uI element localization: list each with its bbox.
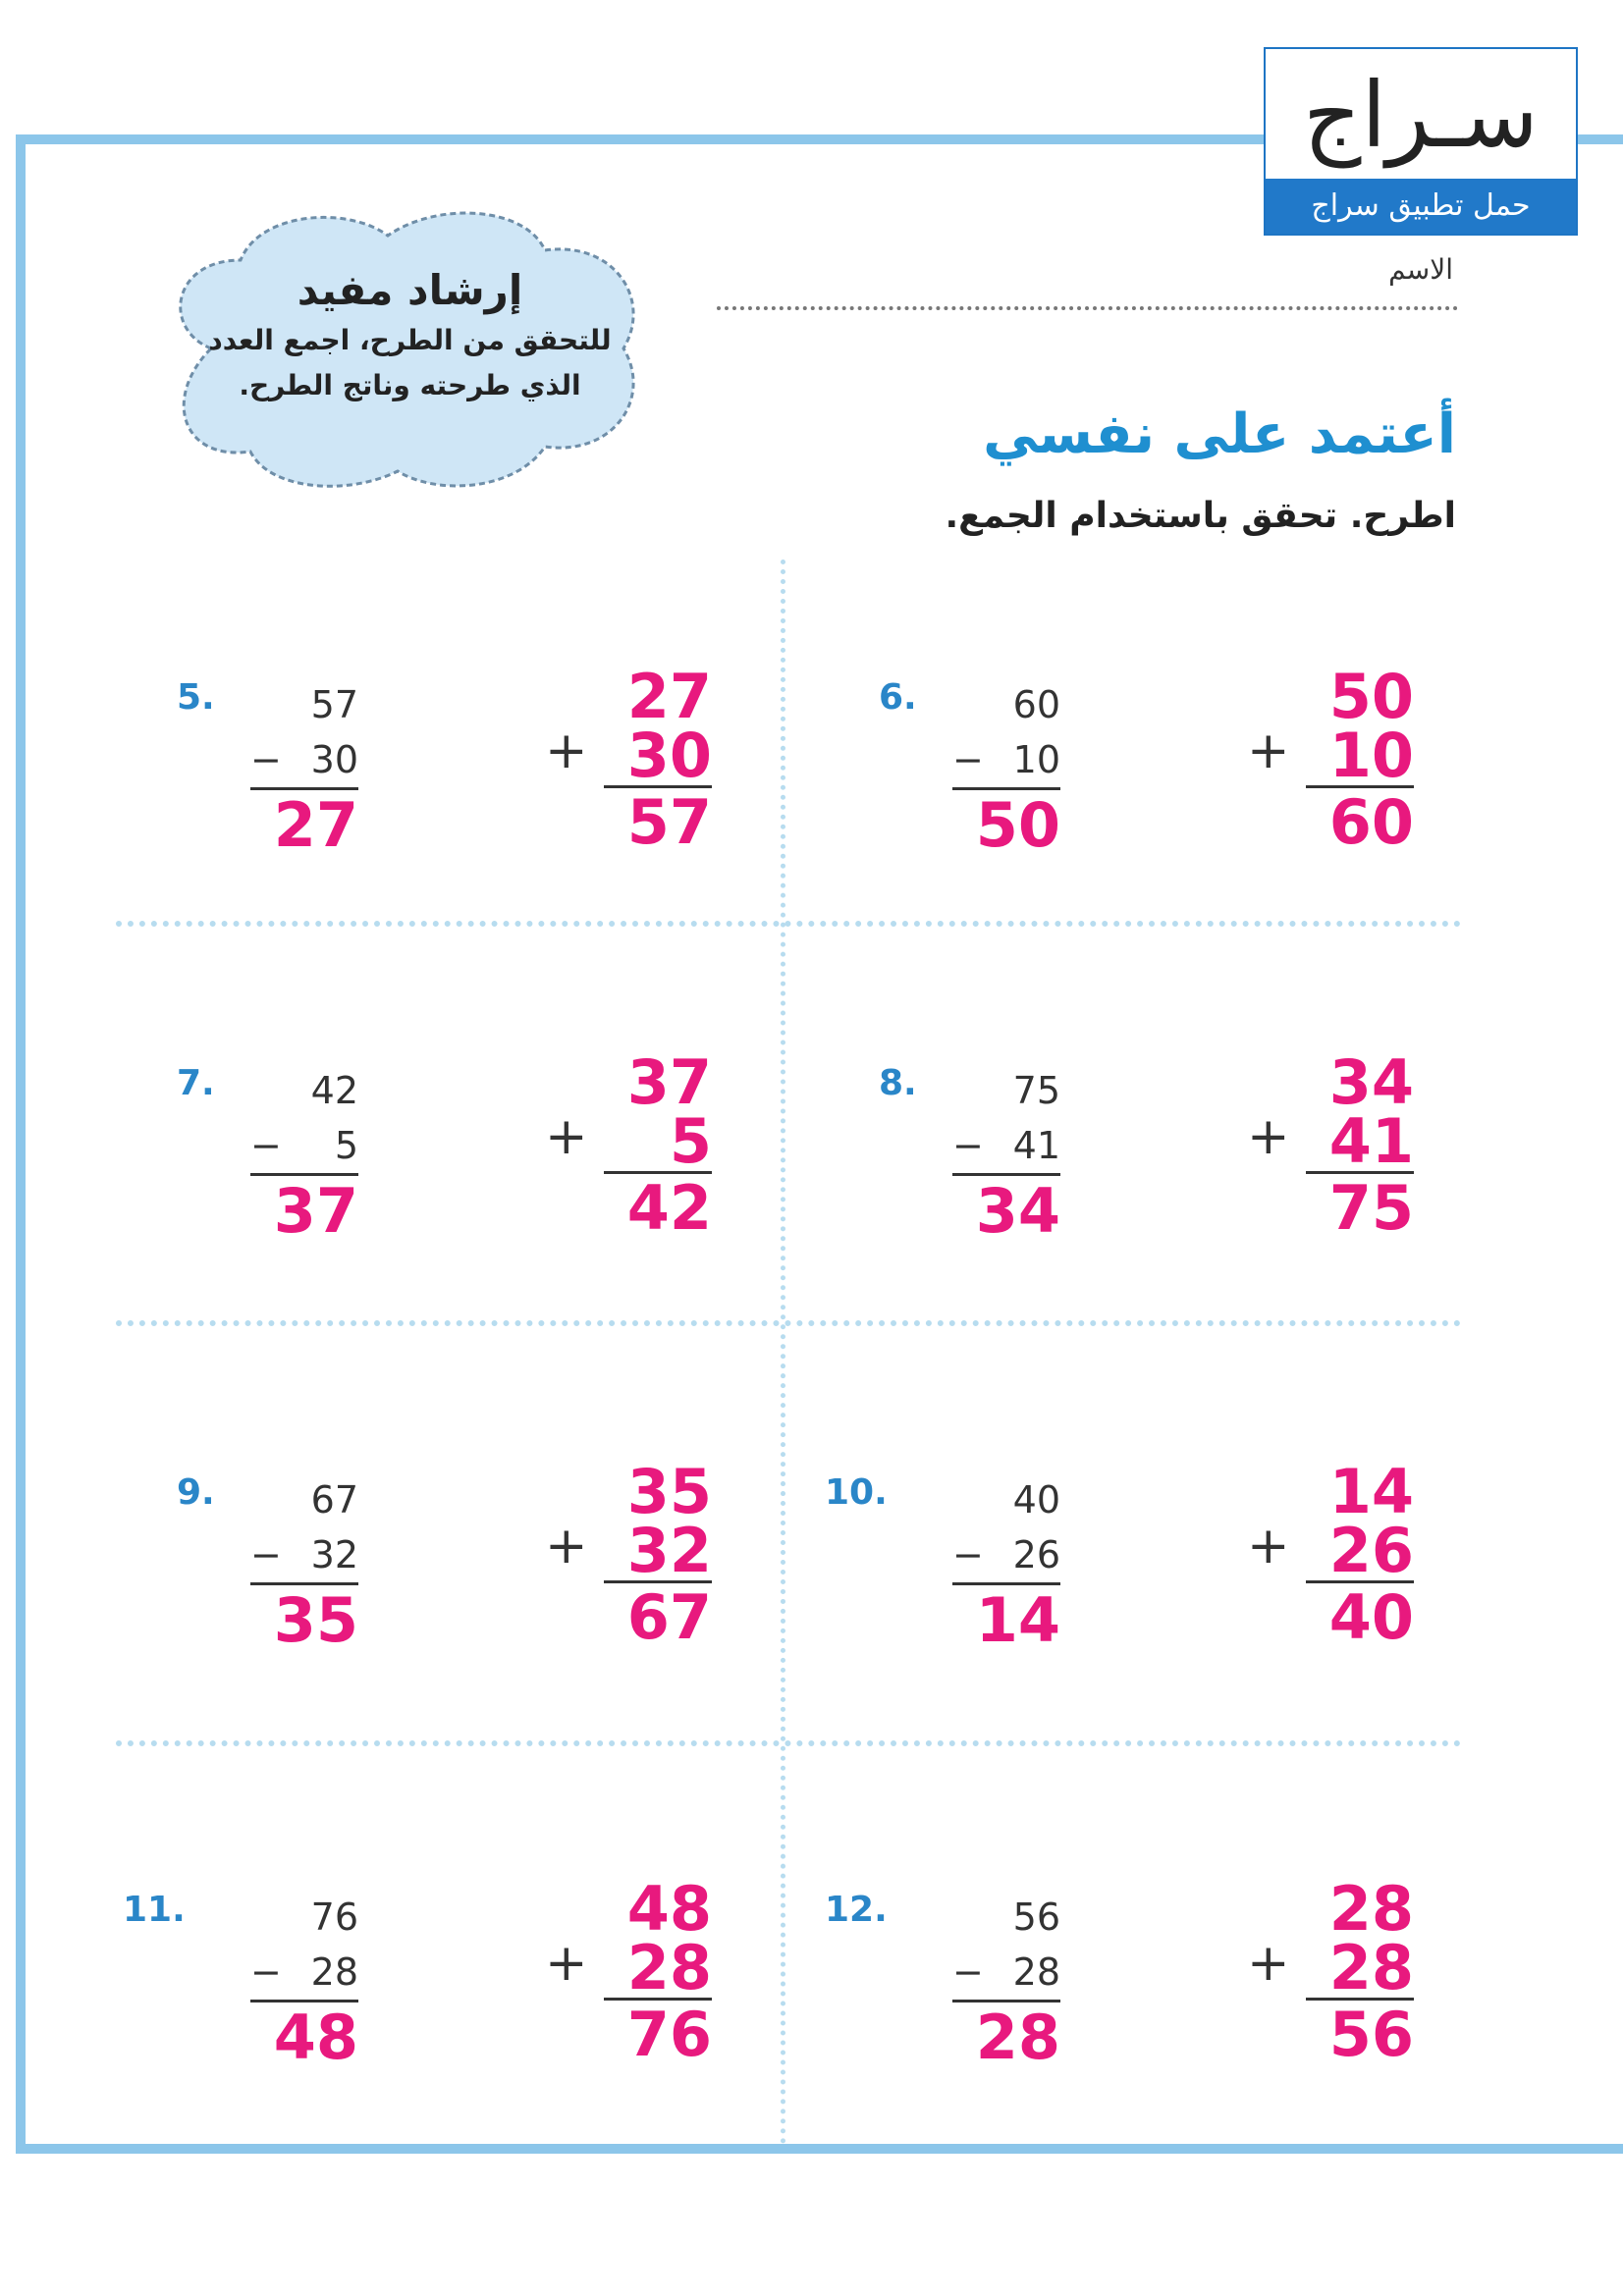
check-addend-1[interactable]: 14 [1328,1456,1414,1527]
check-sum[interactable]: 60 [1328,786,1414,858]
logo-tagline: حمل تطبيق سراج [1266,179,1576,234]
minus-sign: − [952,1533,984,1576]
logo-word: سـراج [1303,63,1539,168]
problem-number: 5. [177,677,215,718]
problem-number: 10. [825,1472,888,1513]
check-sum[interactable]: 42 [626,1172,712,1244]
check-addend-2[interactable]: 28 [1306,1939,1414,2001]
subtrahend: − 41 [952,1118,1060,1176]
plus-sign: + [545,1107,588,1166]
addition-check [604,1873,712,2070]
check-addend-1[interactable]: 28 [1328,1873,1414,1945]
minuend: 57 [310,683,358,726]
plus-sign: + [1247,1934,1290,1993]
addition-check [604,1046,712,1244]
subtraction-problem [952,1890,1060,2073]
check-addend-2[interactable]: 10 [1306,726,1414,788]
difference-answer[interactable]: 48 [273,2002,358,2073]
plus-sign: + [1247,721,1290,780]
addition-check [1306,1456,1414,1653]
subtraction-problem [250,1472,358,1656]
hint-body: للتحقق من الطرح، اجمع العدد الذي طرحته وناتج الطرح. [208,324,612,401]
minus-sign: − [250,1950,282,1994]
plus-sign: + [545,721,588,780]
problem-number: 9. [177,1472,215,1513]
hint-box [191,263,628,408]
check-sum[interactable]: 75 [1328,1172,1414,1244]
column-divider [781,560,785,2145]
instruction: اطرح. تحقق باستخدام الجمع. [945,496,1456,536]
difference-answer[interactable]: 37 [273,1175,358,1247]
difference-answer[interactable]: 50 [975,789,1060,861]
difference-answer[interactable]: 28 [975,2002,1060,2073]
minus-sign: − [952,738,984,781]
row-divider [116,921,1461,927]
difference-answer[interactable]: 14 [975,1584,1060,1656]
check-addend-2[interactable]: 30 [604,726,712,788]
plus-sign: + [545,1934,588,1993]
copyright-note [1532,1600,1565,2061]
siraj-logo [1264,47,1578,236]
check-sum[interactable]: 67 [626,1581,712,1653]
subtraction-problem [952,677,1060,861]
difference-answer[interactable]: 35 [273,1584,358,1656]
row-divider [116,1320,1461,1326]
hint-title: إرشاد مفيد [297,266,523,314]
problem-number: 6. [879,677,917,718]
check-addend-1[interactable]: 35 [626,1456,712,1527]
check-sum[interactable]: 40 [1328,1581,1414,1653]
check-addend-1[interactable]: 27 [626,661,712,732]
plus-sign: + [545,1517,588,1575]
minuend: 75 [1012,1069,1060,1112]
minus-sign: − [250,738,282,781]
addition-check [604,661,712,858]
minus-sign: − [952,1950,984,1994]
minus-sign: − [250,1533,282,1576]
name-field-line[interactable] [717,306,1458,310]
check-sum[interactable]: 56 [1328,1999,1414,2070]
plus-sign: + [1247,1107,1290,1166]
subtrahend: − 30 [250,732,358,790]
check-addend-1[interactable]: 50 [1328,661,1414,732]
row-divider [116,1740,1461,1746]
subtraction-problem [250,677,358,861]
subtraction-problem [952,1472,1060,1656]
addition-check [604,1456,712,1653]
check-addend-2[interactable]: 26 [1306,1522,1414,1583]
minuend: 60 [1012,683,1060,726]
subtrahend: − 28 [952,1945,1060,2002]
minuend: 67 [310,1478,358,1522]
problem-number: 8. [879,1063,917,1103]
subtraction-problem [250,1890,358,2073]
check-addend-1[interactable]: 37 [626,1046,712,1118]
minuend: 42 [310,1069,358,1112]
check-addend-2[interactable]: 5 [604,1112,712,1174]
subtrahend: − 5 [250,1118,358,1176]
addition-check [1306,1046,1414,1244]
minuend: 56 [1012,1896,1060,1939]
problem-number: 7. [177,1063,215,1103]
check-addend-2[interactable]: 28 [604,1939,712,2001]
check-sum[interactable]: 57 [626,786,712,858]
name-label: الاسم [1388,253,1453,286]
subtrahend: − 32 [250,1527,358,1585]
problem-number: 12. [825,1890,888,1930]
problem-number: 11. [123,1890,186,1930]
check-addend-2[interactable]: 41 [1306,1112,1414,1174]
addition-check [1306,1873,1414,2070]
check-addend-1[interactable]: 48 [626,1873,712,1945]
subtrahend: − 26 [952,1527,1060,1585]
subtraction-problem [952,1063,1060,1247]
difference-answer[interactable]: 27 [273,789,358,861]
plus-sign: + [1247,1517,1290,1575]
minuend: 76 [310,1896,358,1939]
difference-answer[interactable]: 34 [975,1175,1060,1247]
check-sum[interactable]: 76 [626,1999,712,2070]
subtrahend: − 10 [952,732,1060,790]
minus-sign: − [952,1124,984,1167]
subtrahend: − 28 [250,1945,358,2002]
subtraction-problem [250,1063,358,1247]
minus-sign: − [250,1124,282,1167]
addition-check [1306,661,1414,858]
check-addend-2[interactable]: 32 [604,1522,712,1583]
check-addend-1[interactable]: 34 [1328,1046,1414,1118]
section-heading: أعتمد على نفسي [983,402,1456,466]
minuend: 40 [1012,1478,1060,1522]
